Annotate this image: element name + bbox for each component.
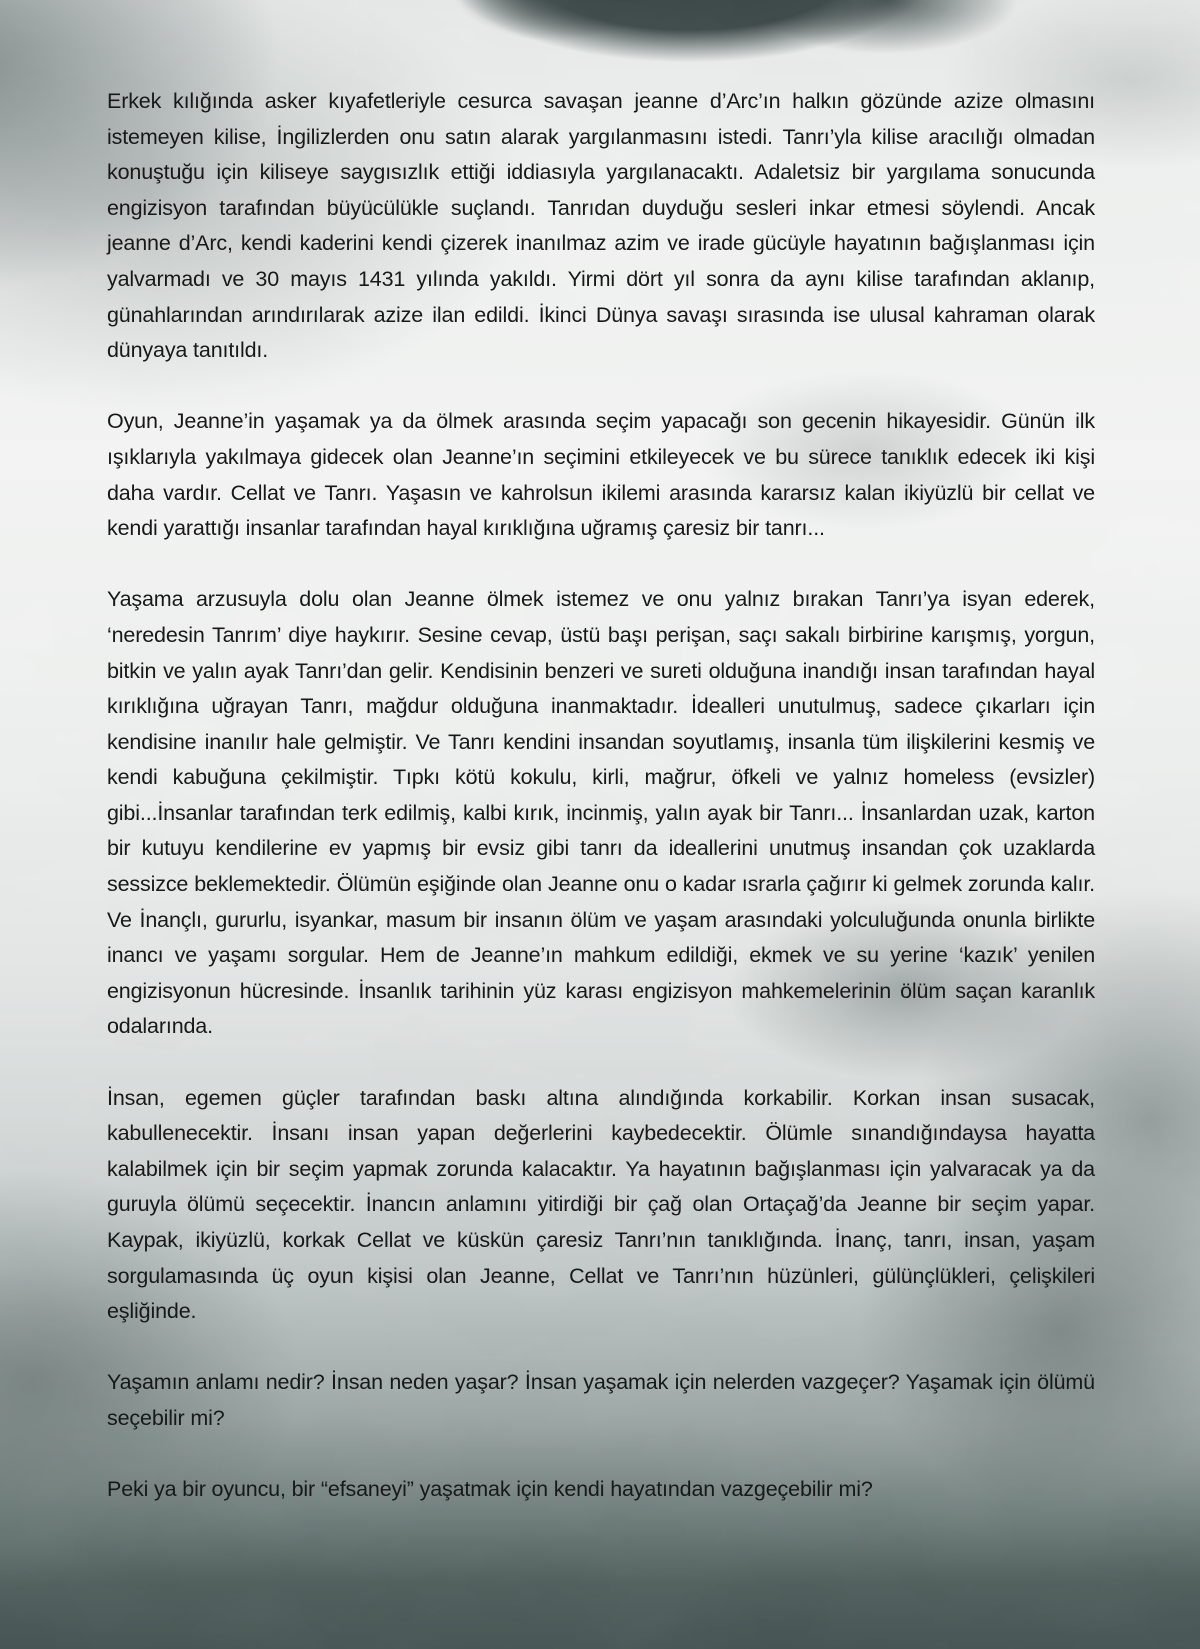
paragraph-play-premise: Oyun, Jeanne’in yaşamak ya da ölmek arasında seçim yapacağı son gecenin hikayesidir. Günün ilk ışıklarıyla yakılmaya gidecek olan Jeanne’ın seçimini etkileyecek ve bu sürece tanıklık edecek iki kişi daha vardır. Cellat ve Tanrı. Yaşasın ve kahrolsun ikilemi arasında kararsız kalan ikiyüzlü bir cellat ve kendi yarattığı insanlar tarafından hayal kırıklığına uğramış çaresiz bir tanrı... [107,409,1095,541]
paragraph-jeanne-history: Erkek kılığında asker kıyafetleriyle cesurca savaşan jeanne d’Arc’ın halkın gözünde azize olmasını istemeyen kilise, İngilizlerden onu satın alarak yargılanmasını istedi. Tanrı’yla kilise aracılığı olmadan konuştuğu için kiliseye saygısızlık ettiği iddiasıyla yargılanacaktı. Adaletsiz bir yargılama sonucunda engizisyon tarafından büyücülükle suçlandı. Tanrıdan duyduğu sesleri inkar etmesi söylendi. Ancak jeanne d’Arc, kendi kaderini kendi çizerek inanılmaz azim ve irade gücüyle hayatının bağışlanması için yalvarmadı ve 30 mayıs 1431 yılında yakıldı. Yirmi dört yıl sonra da aynı kilise tarafından aklanıp, günahlarından arındırılarak azize ilan edildi. İkinci Dünya savaşı sırasında ise ulusal kahraman olarak dünyaya tanıtıldı. [107,89,1095,363]
synopsis-text [107,84,1095,1543]
paragraph-life-questions: Yaşamın anlamı nedir? İnsan neden yaşar? İnsan yaşamak için nelerden vazgeçer? Yaşamak için ölümü seçebilir mi? [107,1370,1095,1430]
paragraph-actor-question: Peki ya bir oyuncu, bir “efsaneyi” yaşatmak için kendi hayatından vazgeçebilir mi? [107,1477,873,1502]
paragraph-jeanne-and-god: Yaşama arzusuyla dolu olan Jeanne ölmek istemez ve onu yalnız bırakan Tanrı’ya isyan ederek, ‘neredesin Tanrım’ diye haykırır. Sesine cevap, üstü başı perişan, saçı sakalı birbirine karışmış, yorgun, bitkin ve yalın ayak Tanrı’dan gelir. Kendisinin benzeri ve sureti olduğuna inandığı insan tarafından hayal kırıklığına uğrayan Tanrı, mağdur olduğuna inanmaktadır. İdealleri unutulmuş, sadece çıkarları için kendisine inanılır hale gelmiştir. Ve Tanrı kendini insandan soyutlamış, insanla tüm ilişkilerini kesmiş ve kendi kabuğuna çekilmiştir. Tıpkı kötü kokulu, kirli, mağrur, öfkeli ve yalnız homeless (evsizler) gibi...İnsanlar tarafından terk edilmiş, kalbi kırık, incinmiş, yalın ayak bir Tanrı... İnsanlardan uzak, karton bir kutuyu kendilerine ev yapmış bir evsiz gibi tanrı da ideallerini unutmuş insandan çok uzaklarda sessizce beklemektedir. Ölümün eşiğinde olan Jeanne onu o kadar ısrarla çağırır ki gelmek zorunda kalır. Ve İnançlı, gururlu, isyankar, masum bir insanın ölüm ve yaşam arasındaki yolculuğunda onunla birlikte inancı ve yaşamı sorgular. Hem de Jeanne’ın mahkum edildiği, ekmek ve su yerine ‘kazık’ yenilen engizisyonun hücresinde. İnsanlık tarihinin yüz karası engizisyon mahkemelerinin ölüm saçan karanlık odalarında. [107,587,1095,1039]
paragraph-human-choice: İnsan, egemen güçler tarafından baskı altına alındığında korkabilir. Korkan insan susacak, kabullenecektir. İnsanı insan yapan değerlerini kaybedecektir. Ölümle sınandığındaysa hayatta kalabilmek için bir seçim yapmak zorunda kalacaktır. Ya hayatının bağışlanması için yalvaracak ya da guruyla ölümü seçecektir. İnancın anlamını yitirdiği bir çağ olan Ortaçağ’da Jeanne bir seçim yapar. Kaypak, ikiyüzlü, korkak Cellat ve küskün çaresiz Tanrı’nın tanıklığında. İnanç, tanrı, insan, yaşam sorgulamasında üç oyun kişisi olan Jeanne, Cellat ve Tanrı’nın hüzünleri, gülünçlükleri, çelişkileri eşliğinde. [107,1085,1095,1324]
